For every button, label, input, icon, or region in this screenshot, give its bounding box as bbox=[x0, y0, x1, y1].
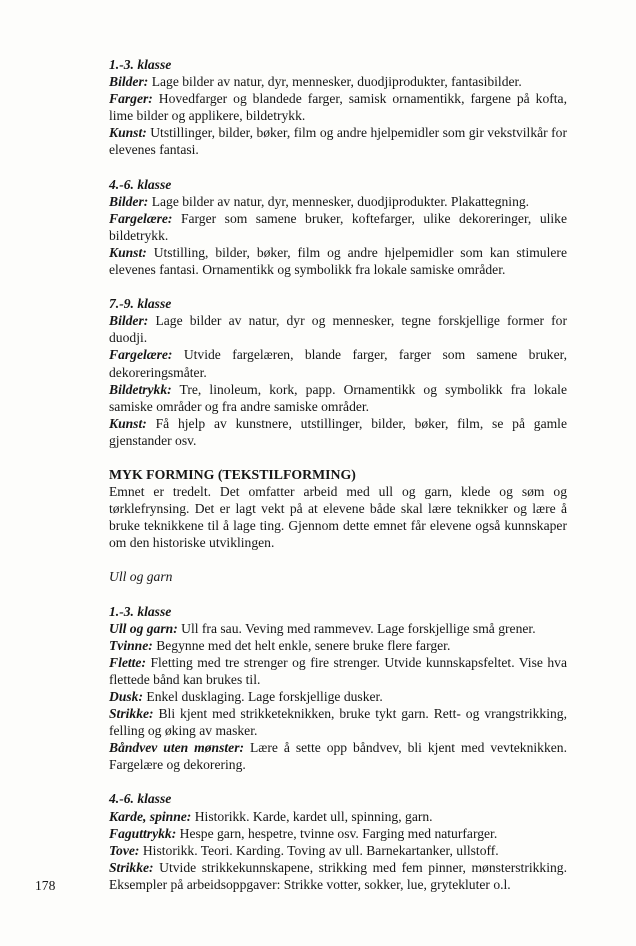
paragraph bbox=[109, 637, 567, 654]
paragraph-label: Strikke: bbox=[109, 706, 154, 722]
paragraph-label: Fargelære: bbox=[109, 347, 173, 363]
paragraph-text: Historikk. Karde, kardet ull, spinning, garn. bbox=[194, 808, 433, 824]
paragraph-label: Fargelære: bbox=[109, 210, 173, 226]
paragraph-text: Bli kjent med strikketeknikken, bruke tykt garn. Rett- og vrangstrikking, felling og øking av masker. bbox=[109, 706, 567, 739]
paragraph bbox=[109, 808, 567, 825]
paragraph-label: Kunst: bbox=[109, 415, 147, 431]
paragraph-label: Båndvev uten mønster: bbox=[109, 740, 245, 756]
paragraph-label: Bilder: bbox=[109, 193, 149, 209]
paragraph bbox=[109, 688, 567, 705]
paragraph-label: Strikke: bbox=[109, 859, 154, 875]
paragraph bbox=[109, 244, 567, 278]
paragraph-text: Lage bilder av natur, dyr, mennesker, duodjiprodukter, fantasibilder. bbox=[151, 74, 522, 90]
grade-heading: 7.-9. klasse bbox=[109, 296, 172, 312]
section-title: MYK FORMING (TEKSTILFORMING) bbox=[109, 466, 356, 482]
paragraph-text: Farger som samene bruker, koftefarger, ulike dekoreringer, ulike bildetrykk. bbox=[109, 210, 567, 243]
section-intro: Emnet er tredelt. Det omfatter arbeid med ull og garn, klede og søm og tørklefrynsing. Det er lagt vekt på at elevene både skal lære teknikker og lære å bruke teknikkene til å lage ting. Gjennom dette emnet får elevene også kunnskaper om den historiske utviklingen. bbox=[109, 484, 567, 551]
paragraph-label: Kunst: bbox=[109, 244, 147, 260]
paragraph bbox=[109, 210, 567, 244]
paragraph-text: Hespe garn, hespetre, tvinne osv. Farging med naturfarger. bbox=[179, 825, 498, 841]
paragraph bbox=[109, 825, 567, 842]
paragraph-text: Utstilling, bilder, bøker, film og andre hjelpemidler som kan stimulere elevenes fantasi. Ornamentikk og symbolikk fra lokale samiske områder. bbox=[109, 244, 567, 278]
paragraph bbox=[109, 90, 567, 124]
paragraph-label: Bildetrykk: bbox=[109, 381, 172, 397]
paragraph-label: Bilder: bbox=[109, 313, 149, 329]
paragraph bbox=[109, 381, 567, 415]
paragraph-label: Kunst: bbox=[109, 125, 147, 141]
paragraph bbox=[109, 415, 567, 449]
paragraph-text: Utvide fargelæren, blande farger, farger som samene bruker, dekoreringsmåter. bbox=[109, 347, 567, 380]
page-content bbox=[109, 56, 567, 893]
paragraph bbox=[109, 859, 567, 893]
paragraph-text: Lage bilder av natur, dyr og mennesker, tegne forskjellige former for duodji. bbox=[109, 313, 568, 346]
paragraph-text: Få hjelp av kunstnere, utstillinger, bilder, bøker, film, se på gamle gjenstander osv. bbox=[109, 415, 567, 448]
grade-heading: 4.-6. klasse bbox=[109, 176, 172, 192]
grade-heading: 1.-3. klasse bbox=[109, 603, 172, 619]
paragraph-text: Utstillinger, bilder, bøker, film og andre hjelpemidler som gir vekstvilkår for elevenes fantasi. bbox=[109, 125, 567, 158]
paragraph-label: Tvinne: bbox=[109, 637, 153, 653]
paragraph-text: Historikk. Teori. Karding. Toving av ull. Barnekartanker, ullstoff. bbox=[142, 842, 499, 858]
paragraph-text: Begynne med det helt enkle, senere bruke flere farger. bbox=[156, 637, 451, 653]
paragraph bbox=[109, 346, 567, 380]
paragraph-label: Ull og garn: bbox=[109, 620, 178, 636]
paragraph bbox=[109, 842, 567, 859]
page-number: 178 bbox=[35, 878, 56, 893]
paragraph-text: Lære å sette opp båndvev, bli kjent med vevteknikken. Fargelære og dekorering. bbox=[109, 740, 567, 773]
paragraph bbox=[109, 73, 567, 90]
paragraph bbox=[109, 654, 567, 688]
paragraph bbox=[109, 193, 567, 210]
paragraph bbox=[109, 312, 567, 346]
grade-heading: 1.-3. klasse bbox=[109, 57, 172, 72]
paragraph bbox=[109, 705, 567, 739]
paragraph bbox=[109, 620, 567, 637]
paragraph-label: Dusk: bbox=[109, 689, 143, 704]
grade-heading: 4.-6. klasse bbox=[109, 791, 172, 807]
paragraph-label: Faguttrykk: bbox=[109, 825, 177, 841]
paragraph-label: Farger: bbox=[109, 91, 153, 107]
paragraph-text: Ull fra sau. Veving med rammevev. Lage forskjellige små grener. bbox=[181, 620, 536, 636]
subsection-title: Ull og garn bbox=[109, 569, 173, 585]
paragraph-text: Fletting med tre strenger og fire strenger. Utvide kunnskapsfeltet. Vise hva flettede bånd kan brukes til. bbox=[109, 654, 567, 687]
paragraph-label: Bilder: bbox=[109, 74, 149, 90]
paragraph-label: Tove: bbox=[109, 842, 140, 858]
paragraph bbox=[109, 739, 567, 773]
paragraph-label: Karde, spinne: bbox=[109, 808, 192, 824]
paragraph-label: Flette: bbox=[109, 654, 146, 670]
paragraph-text: Lage bilder av natur, dyr, mennesker, duodjiprodukter. Plakattegning. bbox=[151, 193, 530, 209]
paragraph-text: Hovedfarger og blandede farger, samisk ornamentikk, fargene på kofta, lime bilder og applikere, bildetrykk. bbox=[109, 91, 567, 124]
paragraph bbox=[109, 124, 567, 158]
paragraph-text: Utvide strikkekunnskapene, strikking med fem pinner, mønsterstrikking. Eksempler på arbeidsoppgaver: Strikke votter, sokker, lue, grytekluter o.l. bbox=[109, 859, 567, 892]
paragraph-text: Enkel dusklaging. Lage forskjellige dusker. bbox=[146, 689, 383, 704]
paragraph-text: Tre, linoleum, kork, papp. Ornamentikk og symbolikk fra lokale samiske områder og fra andre samiske områder. bbox=[109, 381, 567, 414]
